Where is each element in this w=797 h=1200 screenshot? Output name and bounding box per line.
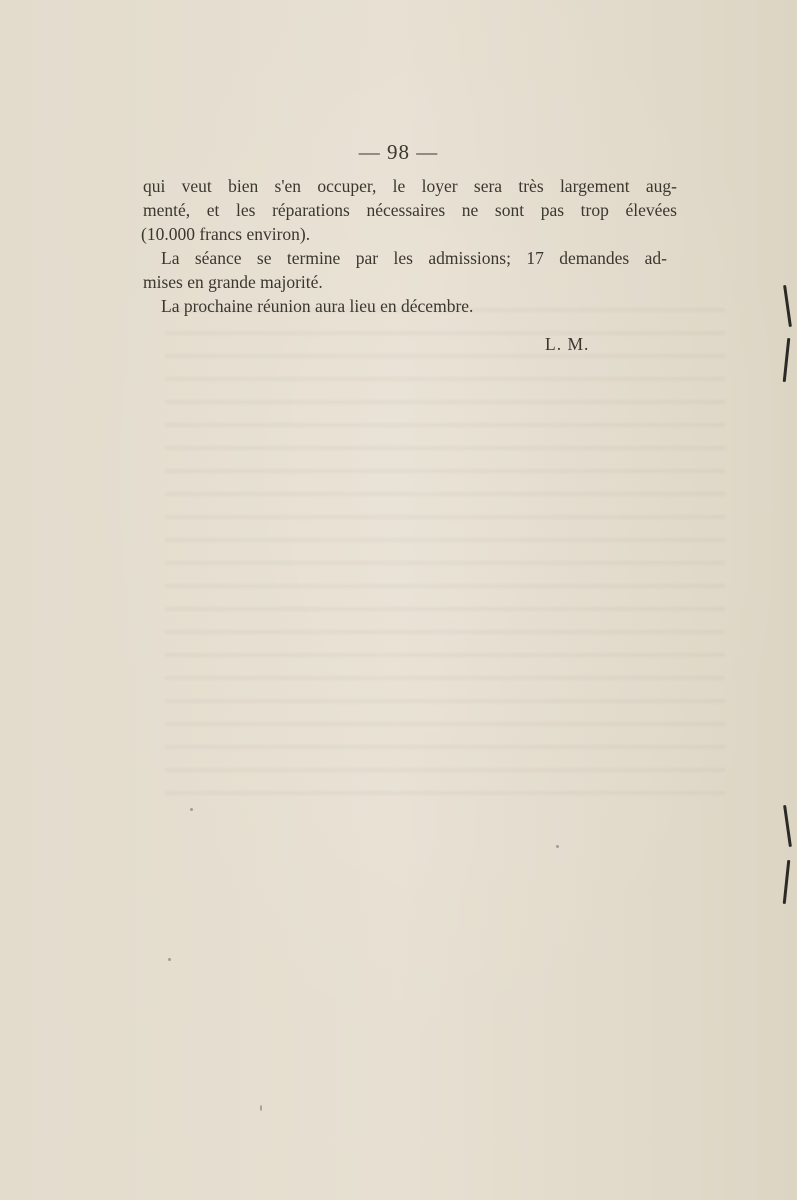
binding-stitch-lower-1 bbox=[783, 805, 792, 847]
binding-stitch-upper-1 bbox=[783, 285, 792, 327]
binding-stitch-upper-2 bbox=[783, 338, 791, 382]
binding-stitch-lower-2 bbox=[783, 860, 791, 904]
paragraph-line-4: La séance se termine par les admissions; 17 demandes ad- bbox=[161, 248, 667, 268]
paragraph-line-2: menté, et les réparations nécessaires ne sont pas trop élevées bbox=[143, 200, 677, 220]
paragraph-line-6: La prochaine réunion aura lieu en décembre. bbox=[161, 296, 474, 316]
bleed-through-texture bbox=[165, 290, 725, 810]
paragraph-line-1: qui veut bien s'en occuper, le loyer sera très largement aug- bbox=[143, 176, 677, 196]
page-number: — 98 — bbox=[358, 140, 439, 164]
paragraph-line-3: (10.000 francs environ). bbox=[141, 224, 311, 244]
author-signature: L. M. bbox=[545, 334, 590, 354]
paragraph-line-5: mises en grande majorité. bbox=[143, 272, 323, 292]
